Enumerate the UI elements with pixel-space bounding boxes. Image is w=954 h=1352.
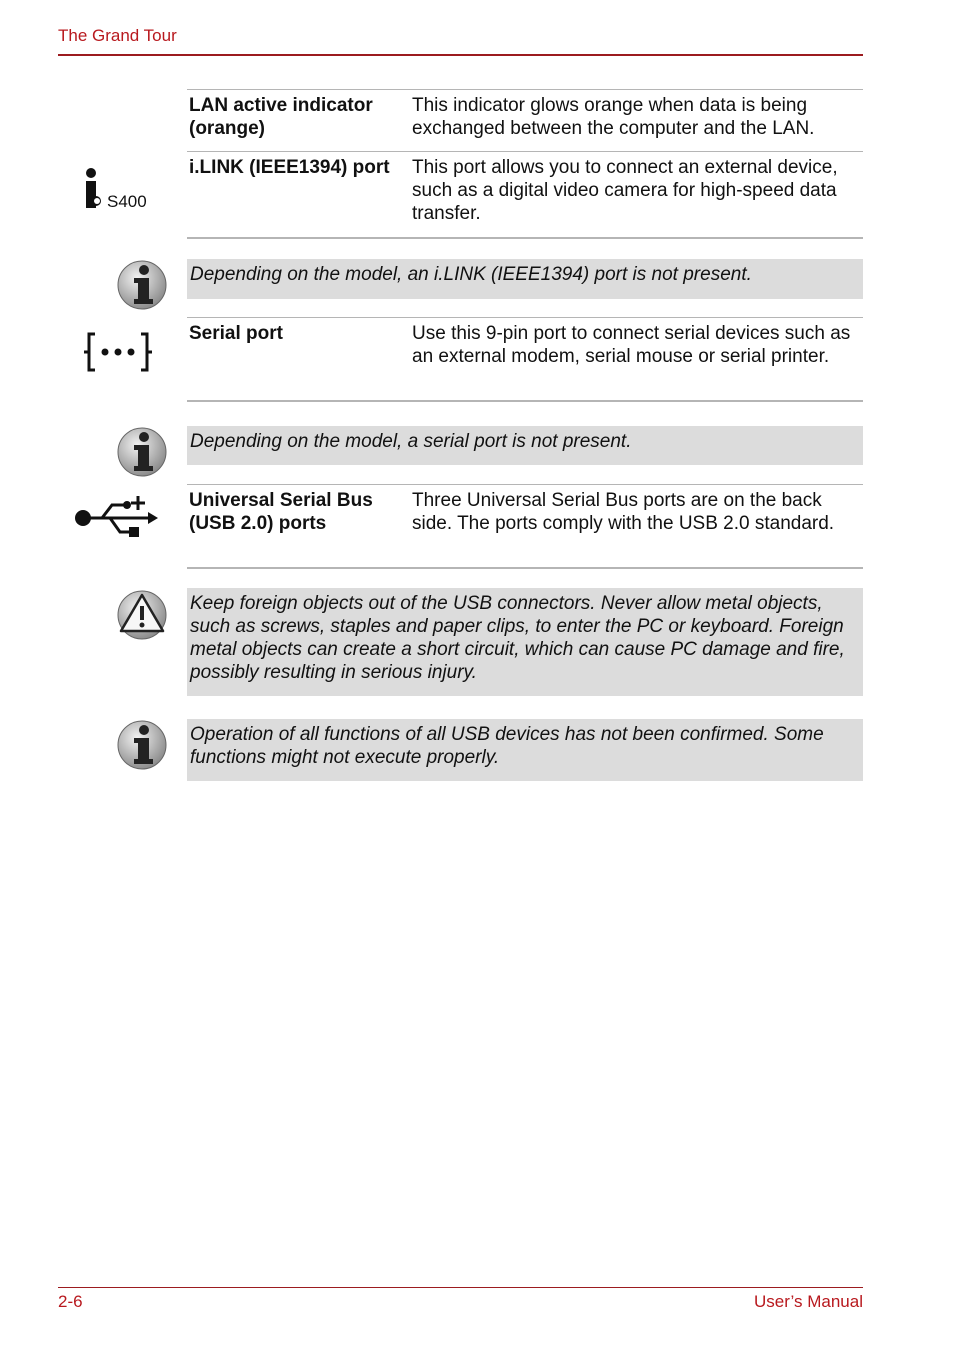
row-description: This port allows you to connect an external device, such as a digital video camera for high-speed data transfer. (412, 157, 838, 224)
usb-icon (72, 494, 160, 542)
row-description: Use this 9-pin port to connect serial devices such as an external modem, serial mouse or serial printer. (412, 323, 851, 367)
row-term: i.LINK (IEEE1394) port (189, 157, 390, 178)
table-row (187, 151, 863, 238)
running-header: The Grand Tour (58, 26, 177, 45)
note-text: Operation of all functions of all USB devices has not been confirmed. Some functions might not execute properly. (190, 724, 824, 768)
warning-text: Keep foreign objects out of the USB connectors. Never allow metal objects, such as screws, staples and paper clips, to enter the PC or keyboard. Foreign metal objects can create a short circuit, which can cause PC damage and fire, possibly resulting in serious injury. (190, 593, 845, 683)
row-divider (187, 237, 863, 239)
row-term: Universal Serial Bus (USB 2.0) ports (189, 490, 373, 534)
serial-port-icon (83, 332, 153, 372)
note-box (187, 259, 863, 299)
note-box (187, 719, 863, 781)
row-divider (187, 567, 863, 569)
table-row (187, 484, 863, 568)
footer-rule (58, 1287, 863, 1288)
table-row (187, 89, 863, 151)
info-icon (116, 259, 168, 311)
row-term: LAN active indicator (orange) (189, 95, 373, 139)
row-term: Serial port (189, 323, 283, 344)
note-text: Depending on the model, a serial port is not present. (190, 431, 632, 452)
warning-box (187, 588, 863, 696)
info-icon (116, 719, 168, 771)
header-rule (58, 54, 863, 56)
table-row (187, 317, 863, 401)
note-box (187, 426, 863, 465)
row-description: Three Universal Serial Bus ports are on the back side. The ports comply with the USB 2.0 standard. (412, 490, 835, 534)
manual-title: User’s Manual (754, 1292, 863, 1311)
row-description: This indicator glows orange when data is being exchanged between the computer and the LAN. (412, 95, 815, 139)
warning-icon (116, 589, 168, 641)
row-divider (187, 400, 863, 402)
info-icon (116, 426, 168, 478)
ilink-speed-label: S400 (107, 192, 147, 211)
note-text: Depending on the model, an i.LINK (IEEE1394) port is not present. (190, 264, 752, 285)
page-number: 2-6 (58, 1292, 83, 1311)
